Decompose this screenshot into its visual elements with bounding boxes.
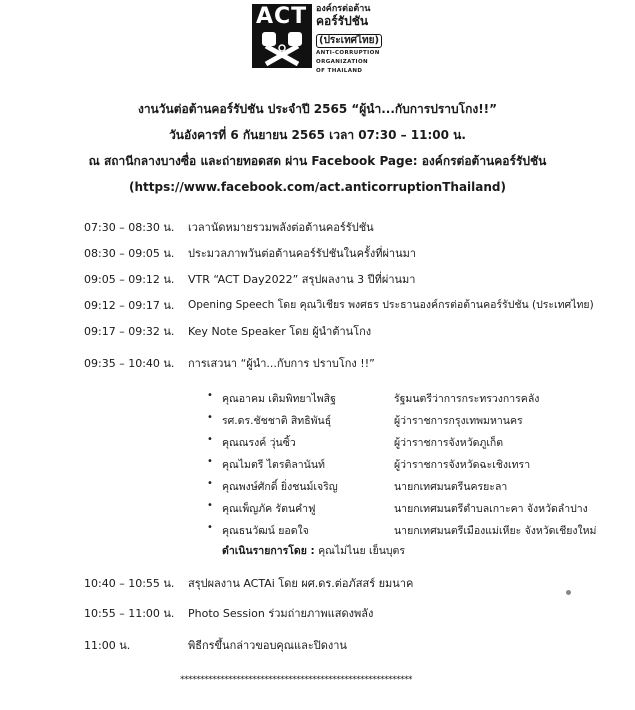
agenda-time: 07:30 – 08:30 น. <box>84 221 175 234</box>
logo-thai-line-3: (ประเทศไทย) <box>316 34 382 48</box>
speaker-name: คุณณรงค์ วุ่นซิ้ว <box>222 437 296 449</box>
bullet-icon: • <box>207 434 213 445</box>
agenda-description: ประมวลภาพวันต่อต้านคอร์รัปชันในครั้งที่ผ่านมา <box>188 247 417 260</box>
speaker-position: นายกเทศมนตรีนครยะลา <box>394 481 508 493</box>
speaker-name: คุณธนวัฒน์ ยอดใจ <box>222 525 309 537</box>
bullet-icon: • <box>207 412 213 423</box>
bullet-icon: • <box>207 456 213 467</box>
agenda-time: 09:05 – 09:12 น. <box>84 273 175 286</box>
agenda-description: เวลานัดหมายรวมพลังต่อต้านคอร์รัปชัน <box>188 221 374 234</box>
speaker-name: คุณอาคม เติมพิทยาไพสิฐ <box>222 393 336 405</box>
speaker-position: ผู้ว่าราชการจังหวัดฉะเชิงเทรา <box>394 459 531 471</box>
speaker-position: นายกเทศมนตรีตำบลเกาะคา จังหวัดลำปาง <box>394 503 588 515</box>
speaker-name: คุณเพ็ญภัค รัตนคำฟู <box>222 503 316 515</box>
agenda-description: VTR “ACT Day2022” สรุปผลงาน 3 ปีที่ผ่านมา <box>188 273 416 286</box>
event-date-time: วันอังคารที่ 6 กันยายน 2565 เวลา 07:30 – 11:00 น. <box>169 128 466 142</box>
act-logo-mark <box>252 4 312 68</box>
agenda-description: Opening Speech โดย คุณวิเชียร พงศธร ประธานองค์กรต่อต้านคอร์รัปชัน (ประเทศไทย) <box>188 299 594 311</box>
speaker-position: รัฐมนตรีว่าการกระทรวงการคลัง <box>394 393 540 405</box>
speaker-name: คุณไมตรี ไตรติลานันท์ <box>222 459 325 471</box>
agenda-time: 10:55 – 11:00 น. <box>84 607 175 620</box>
act-logo <box>252 4 382 76</box>
speaker-name: รศ.ดร.ชัชชาติ สิทธิพันธุ์ <box>222 415 332 427</box>
event-venue: ณ สถานีกลางบางซื่อ และถ่ายทอดสด ผ่าน Facebook Page: องค์กรต่อต้านคอร์รัปชัน <box>88 154 547 168</box>
agenda-time: 09:35 – 10:40 น. <box>84 357 175 370</box>
agenda-description: พิธีกรขึ้นกล่าวขอบคุณและปิดงาน <box>188 639 347 652</box>
event-header <box>0 96 635 200</box>
logo-wordmark <box>316 4 386 75</box>
bullet-icon: • <box>207 522 213 533</box>
moderator-name: คุณไม่ไนย เย็นบุตร <box>318 545 406 557</box>
logo-english-line-3: OF THAILAND <box>316 68 363 74</box>
bullet-icon: • <box>207 500 213 511</box>
speaker-position: ผู้ว่าราชการกรุงเทพมหานคร <box>394 415 523 427</box>
logo-english-line-1: ANTI-CORRUPTION <box>316 50 380 56</box>
agenda-description: สรุปผลงาน ACTAi โดย ผศ.ดร.ต่อภัสสร์ ยมนาค <box>188 577 414 590</box>
logo-mark-text: ACT <box>256 4 308 29</box>
speaker-name: คุณพงษ์ศักดิ์ ยิ่งชนม์เจริญ <box>222 481 338 493</box>
agenda-description: การเสวนา “ผู้นำ...กับการ ปราบโกง !!” <box>188 357 375 370</box>
moderator-label: ดำเนินรายการโดย : <box>222 545 315 557</box>
agenda-time: 10:40 – 10:55 น. <box>84 577 175 590</box>
agenda-description: Photo Session ร่วมถ่ายภาพแสดงพลัง <box>188 607 374 620</box>
footer-divider: ********************************************************** <box>180 675 412 685</box>
agenda-time: 11:00 น. <box>84 639 131 652</box>
bullet-icon: • <box>207 478 213 489</box>
event-facebook-url: (https://www.facebook.com/act.anticorruptionThailand) <box>128 180 506 194</box>
logo-english-line-2: ORGANIZATION <box>316 59 369 65</box>
panel-moderator <box>222 542 405 559</box>
event-title: งานวันต่อต้านคอร์รัปชัน ประจำปี 2565 “ผู้นำ...กับการปราบโกง!!” <box>137 102 498 116</box>
scan-speck <box>566 590 571 595</box>
speaker-position: ผู้ว่าราชการจังหวัดภูเก็ต <box>394 437 504 449</box>
logo-thai-line-2: คอร์รัปชัน <box>316 14 369 28</box>
handcuffed-fists-icon <box>258 28 306 66</box>
bullet-icon: • <box>207 390 213 401</box>
agenda-time: 09:17 – 09:32 น. <box>84 325 175 338</box>
speaker-position: นายกเทศมนตรีเมืองแม่เหียะ จังหวัดเชียงใหม่ <box>394 525 597 537</box>
agenda-time: 09:12 – 09:17 น. <box>84 299 175 312</box>
agenda-time: 08:30 – 09:05 น. <box>84 247 175 260</box>
logo-thai-line-1: องค์กรต่อต้าน <box>316 4 371 14</box>
agenda-description: Key Note Speaker โดย ผู้นำต้านโกง <box>188 325 372 338</box>
